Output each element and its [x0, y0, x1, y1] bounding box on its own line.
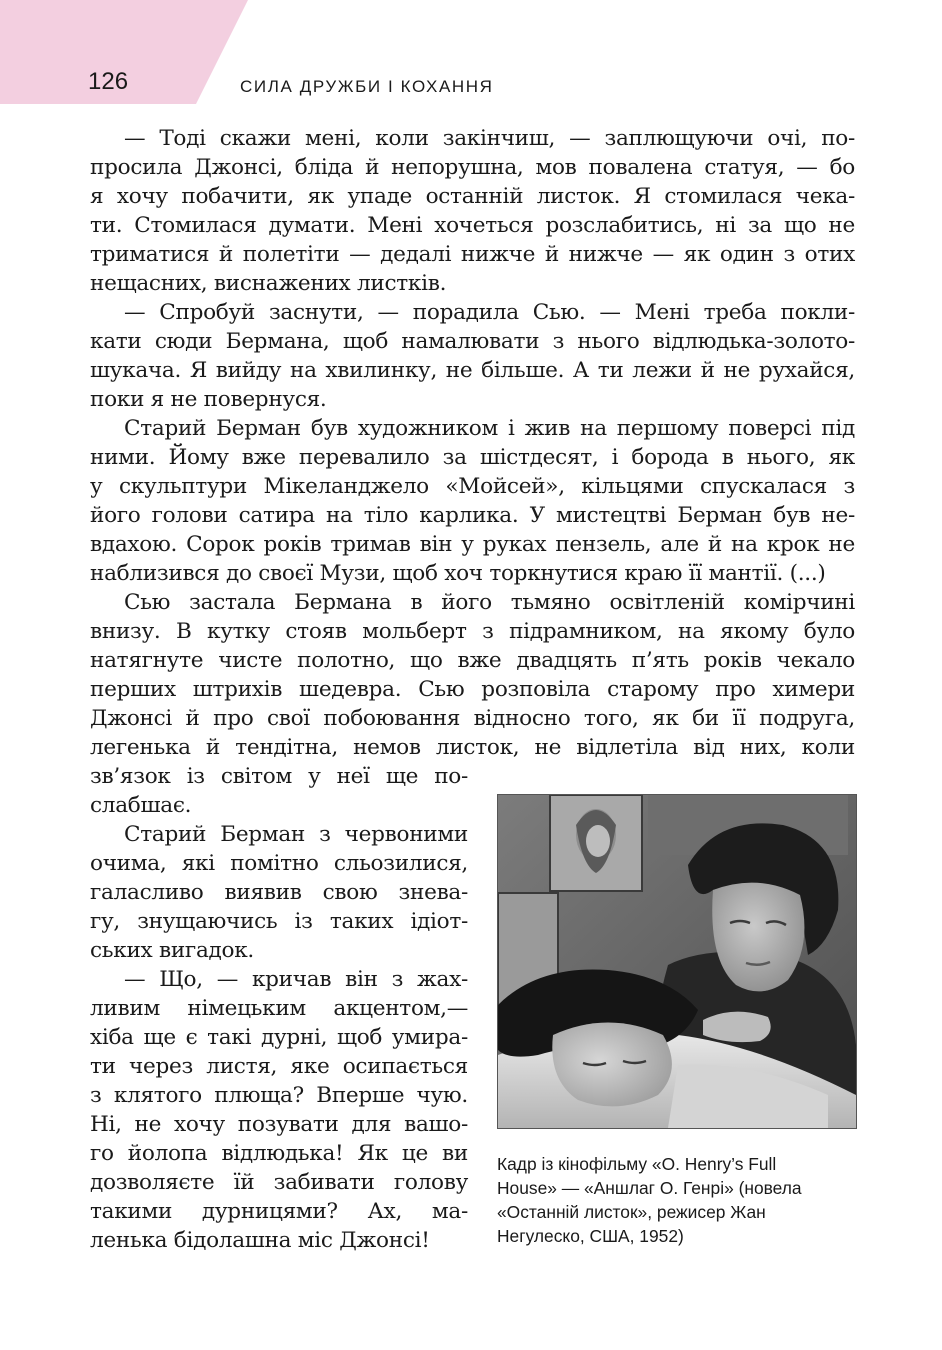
text-line: Старий Берман з червоними — [124, 822, 468, 847]
text-line: — Що, — кричав він з жах- — [124, 967, 468, 992]
film-still-illustration — [498, 795, 856, 1128]
text-line: зв’язок із світом у неї ще по- — [90, 764, 468, 789]
text-line: перших штрихів шедевра. Сью розповіла старому про химери — [90, 677, 855, 702]
text-line: — Тоді скажи мені, коли закінчиш, — заплющуючи очі, по- — [124, 126, 855, 151]
text-line: внизу. В кутку стояв мольберт з підрамником, на якому було — [90, 619, 855, 644]
caption-line: Кадр із кінофільму «O. Henry’s Full — [497, 1154, 777, 1174]
text-line: ленька бідолашна міс Джонсі! — [90, 1228, 430, 1253]
text-line: такими дурницями? Ах, ма- — [90, 1199, 468, 1224]
paragraph — [90, 965, 468, 1255]
text-line: поки я не повернуся. — [90, 387, 327, 412]
text-line: з клятого плюща? Вперше чую. — [90, 1083, 468, 1108]
text-line: Джонсі й про свої побоювання відносно того, як би її подруга, — [90, 706, 855, 731]
paragraph — [90, 414, 855, 588]
text-line: нещасних, виснажених листків. — [90, 271, 447, 296]
text-line: ти через листя, яке осипається — [90, 1054, 468, 1079]
text-line: ними. Йому вже перевалило за шістдесят, і борода в нього, як — [90, 445, 855, 470]
text-line: ських вигадок. — [90, 938, 254, 963]
text-line: ливим німецьким акцентом,— — [90, 996, 468, 1021]
film-still-photo — [497, 794, 857, 1129]
caption-line: House» — «Аншлаг О. Генрі» (новела — [497, 1178, 802, 1198]
text-line: просила Джонсі, бліда й непорушна, мов повалена статуя, — бо — [90, 155, 855, 180]
text-line: го йолопа відлюдька! Як це ви — [90, 1141, 468, 1166]
text-line: Старий Берман був художником і жив на першому поверсі під — [124, 416, 855, 441]
text-line: вдахою. Сорок років тримав він у руках пензель, але й на крок не — [90, 532, 855, 557]
text-line: гу, знущаючись із таких ідіот- — [90, 909, 468, 934]
text-line: у скульптури Мікеланджело «Мойсей», кільцями спускалася з — [90, 474, 855, 499]
text-line: Ні, не хочу позувати для вашо- — [90, 1112, 468, 1137]
text-line: легенька й тендітна, немов листок, не відлетіла від них, коли — [90, 735, 855, 760]
text-line: ти. Стомилася думати. Мені хочеться розслабитись, ні за що не — [90, 213, 855, 238]
text-line: дозволяєте їй забивати голову — [90, 1170, 468, 1195]
paragraph — [90, 820, 468, 965]
text-line: наблизився до своєї Музи, щоб хоч торкнутися краю її мантії. (...) — [90, 561, 826, 586]
photo-caption — [497, 1152, 857, 1248]
text-line: галасливо виявив свою знева- — [90, 880, 468, 905]
paragraph — [90, 588, 855, 820]
text-line: слабшає. — [90, 793, 192, 818]
text-line: триматися й полетіти — дедалі нижче й нижче — як один з отих — [90, 242, 855, 267]
page-number: 126 — [88, 68, 129, 95]
text-line: очима, які помітно сльозилися, — [90, 851, 468, 876]
paragraph — [90, 298, 855, 414]
caption-line: «Останній листок», режисер Жан — [497, 1202, 766, 1222]
section-title: СИЛА ДРУЖБИ І КОХАННЯ — [240, 77, 494, 96]
caption-line: Негулеско, США, 1952) — [497, 1226, 684, 1246]
text-line: натягнуте чисте полотно, що вже двадцять п’ять років чекало — [90, 648, 855, 673]
text-line: я хочу побачити, як упаде останній листок. Я стомилася чека- — [90, 184, 855, 209]
text-line: хіба ще є такі дурні, щоб умира- — [90, 1025, 468, 1050]
text-line: Сью застала Бермана в його тьмяно освітленій комірчині — [124, 590, 855, 615]
text-line: його голови сатира на тіло карлика. У мистецтві Берман був не- — [90, 503, 855, 528]
paragraph — [90, 124, 855, 298]
text-line: — Спробуй заснути, — порадила Сью. — Мені треба покли- — [124, 300, 855, 325]
text-line: шукача. Я вийду на хвилинку, не більше. А ти лежи й не рухайся, — [90, 358, 855, 383]
text-line: кати сюди Бермана, щоб намалювати з нього відлюдька-золото- — [90, 329, 855, 354]
